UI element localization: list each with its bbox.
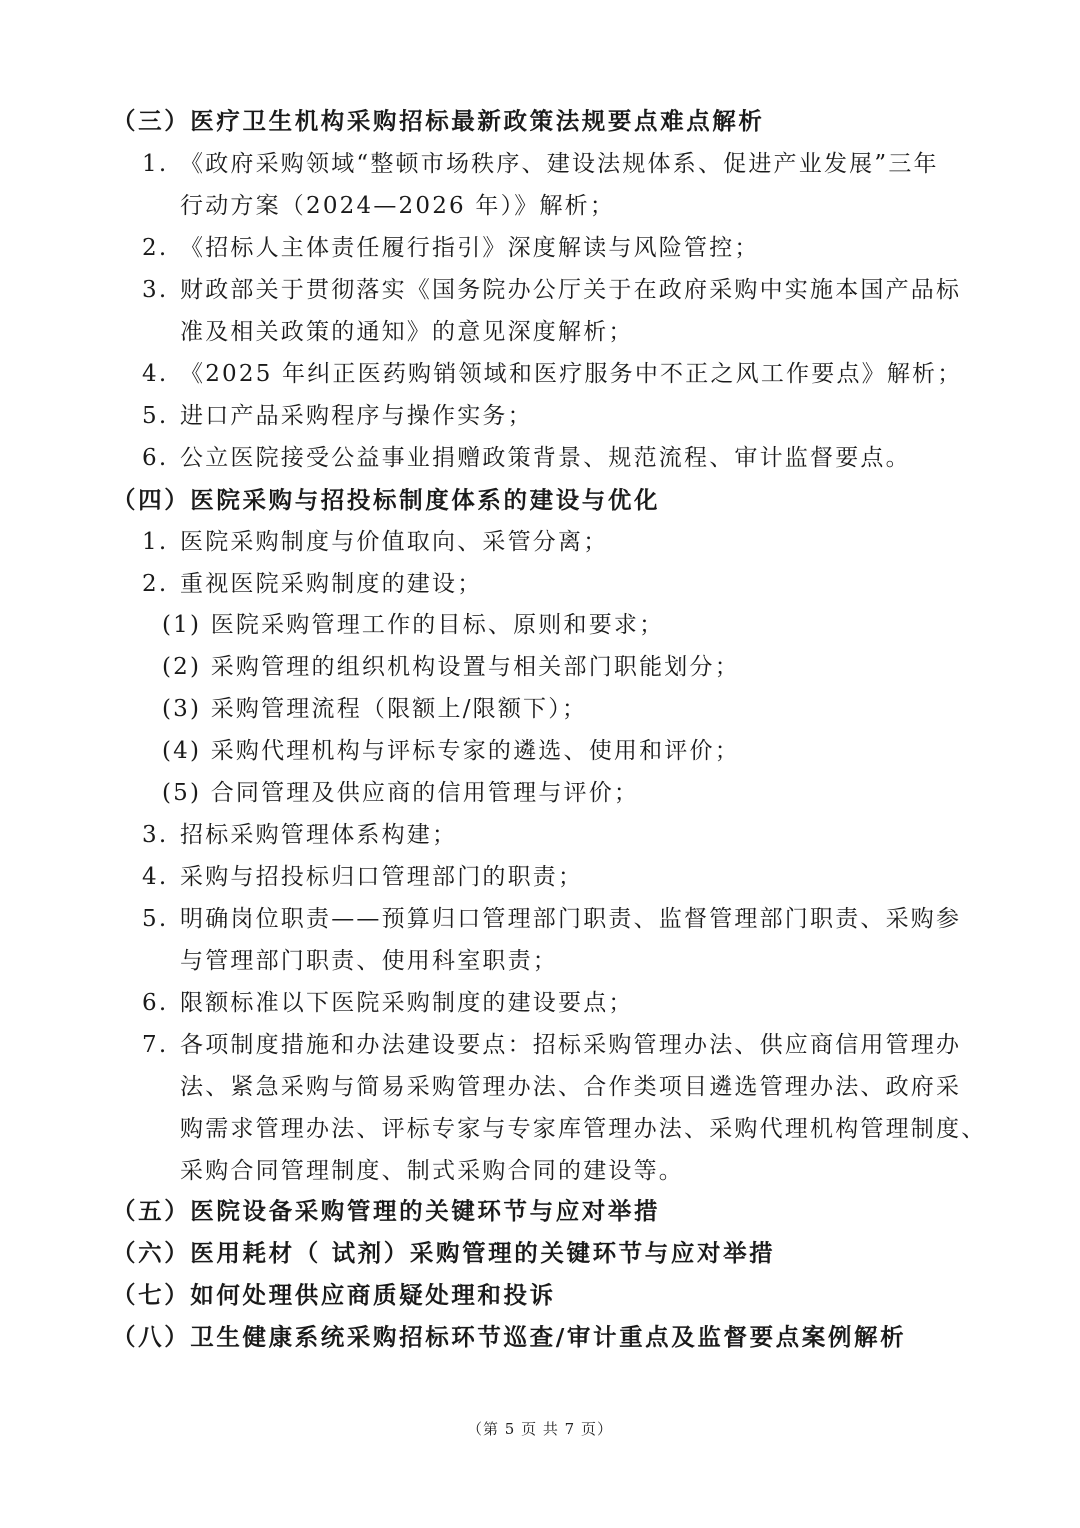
- list-item-text: 《2025 年纠正医药购销领域和医疗服务中不正之风工作要点》解析；: [180, 361, 963, 387]
- sub-item: (5) 合同管理及供应商的信用管理与评价；: [162, 780, 640, 806]
- section-heading-6: （六）医用耗材（ 试剂）采购管理的关键环节与应对举措: [112, 1239, 776, 1267]
- sub-item: (4) 采购代理机构与评标专家的遴选、使用和评价；: [162, 738, 740, 764]
- item-number: 6.: [142, 445, 169, 471]
- item-number: 6.: [142, 990, 169, 1016]
- list-item-text: 《政府采购领域“整顿市场秩序、建设法规体系、促进产业发展”三年: [180, 151, 939, 177]
- list-item-continuation: 采购合同管理制度、制式采购合同的建设等。: [180, 1158, 684, 1184]
- list-item-text: 公立医院接受公益事业捐赠政策背景、规范流程、审计监督要点。: [180, 445, 911, 471]
- item-number: 1.: [142, 151, 169, 177]
- section-heading-3: （三）医疗卫生机构采购招标最新政策法规要点难点解析: [112, 107, 765, 135]
- list-item-continuation: 准及相关政策的通知》的意见深度解析；: [180, 319, 634, 345]
- item-number: 5.: [142, 906, 169, 932]
- item-number: 4.: [142, 864, 169, 890]
- section-heading-8: （八）卫生健康系统采购招标环节巡查/审计重点及监督要点案例解析: [112, 1323, 907, 1351]
- item-number: 1.: [142, 529, 169, 555]
- section-heading-7: （七）如何处理供应商质疑处理和投诉: [112, 1281, 556, 1309]
- list-item-text: 医院采购制度与价值取向、采管分离；: [180, 529, 609, 555]
- list-item-text: 重视医院采购制度的建设；: [180, 571, 483, 597]
- list-item-text: 进口产品采购程序与操作实务；: [180, 403, 533, 429]
- item-number: 5.: [142, 403, 169, 429]
- list-item-text: 财政部关于贯彻落实《国务院办公厅关于在政府采购中实施本国产品标: [180, 277, 962, 303]
- list-item-text: 各项制度措施和办法建设要点：招标采购管理办法、供应商信用管理办: [180, 1032, 962, 1058]
- list-item-text: 限额标准以下医院采购制度的建设要点；: [180, 990, 634, 1016]
- list-item-continuation: 行动方案（2024—2026 年）》解析；: [180, 193, 616, 219]
- list-item-continuation: 与管理部门职责、使用科室职责；: [180, 948, 558, 974]
- page-footer: （第 5 页 共 7 页）: [467, 1420, 613, 1438]
- section-heading-5: （五）医院设备采购管理的关键环节与应对举措: [112, 1197, 661, 1225]
- sub-item: (2) 采购管理的组织机构设置与相关部门职能划分；: [162, 654, 740, 680]
- list-item-text: 采购与招投标归口管理部门的职责；: [180, 864, 584, 890]
- sub-item: (3) 采购管理流程（限额上/限额下）；: [162, 696, 588, 722]
- item-number: 2.: [142, 571, 169, 597]
- list-item-text: 明确岗位职责——预算归口管理部门职责、监督管理部门职责、采购参: [180, 906, 962, 932]
- section-heading-4: （四）医院采购与招投标制度体系的建设与优化: [112, 486, 661, 514]
- item-number: 3.: [142, 277, 169, 303]
- sub-item: (1) 医院采购管理工作的目标、原则和要求；: [162, 612, 665, 638]
- list-item-continuation: 法、紧急采购与简易采购管理办法、合作类项目遴选管理办法、政府采: [180, 1074, 962, 1100]
- item-number: 2.: [142, 235, 169, 261]
- list-item-text: 招标采购管理体系构建；: [180, 822, 458, 848]
- item-number: 4.: [142, 361, 169, 387]
- list-item-continuation: 购需求管理办法、评标专家与专家库管理办法、采购代理机构管理制度、: [180, 1116, 987, 1142]
- list-item-text: 《招标人主体责任履行指引》深度解读与风险管控；: [180, 235, 760, 261]
- item-number: 7.: [142, 1032, 169, 1058]
- item-number: 3.: [142, 822, 169, 848]
